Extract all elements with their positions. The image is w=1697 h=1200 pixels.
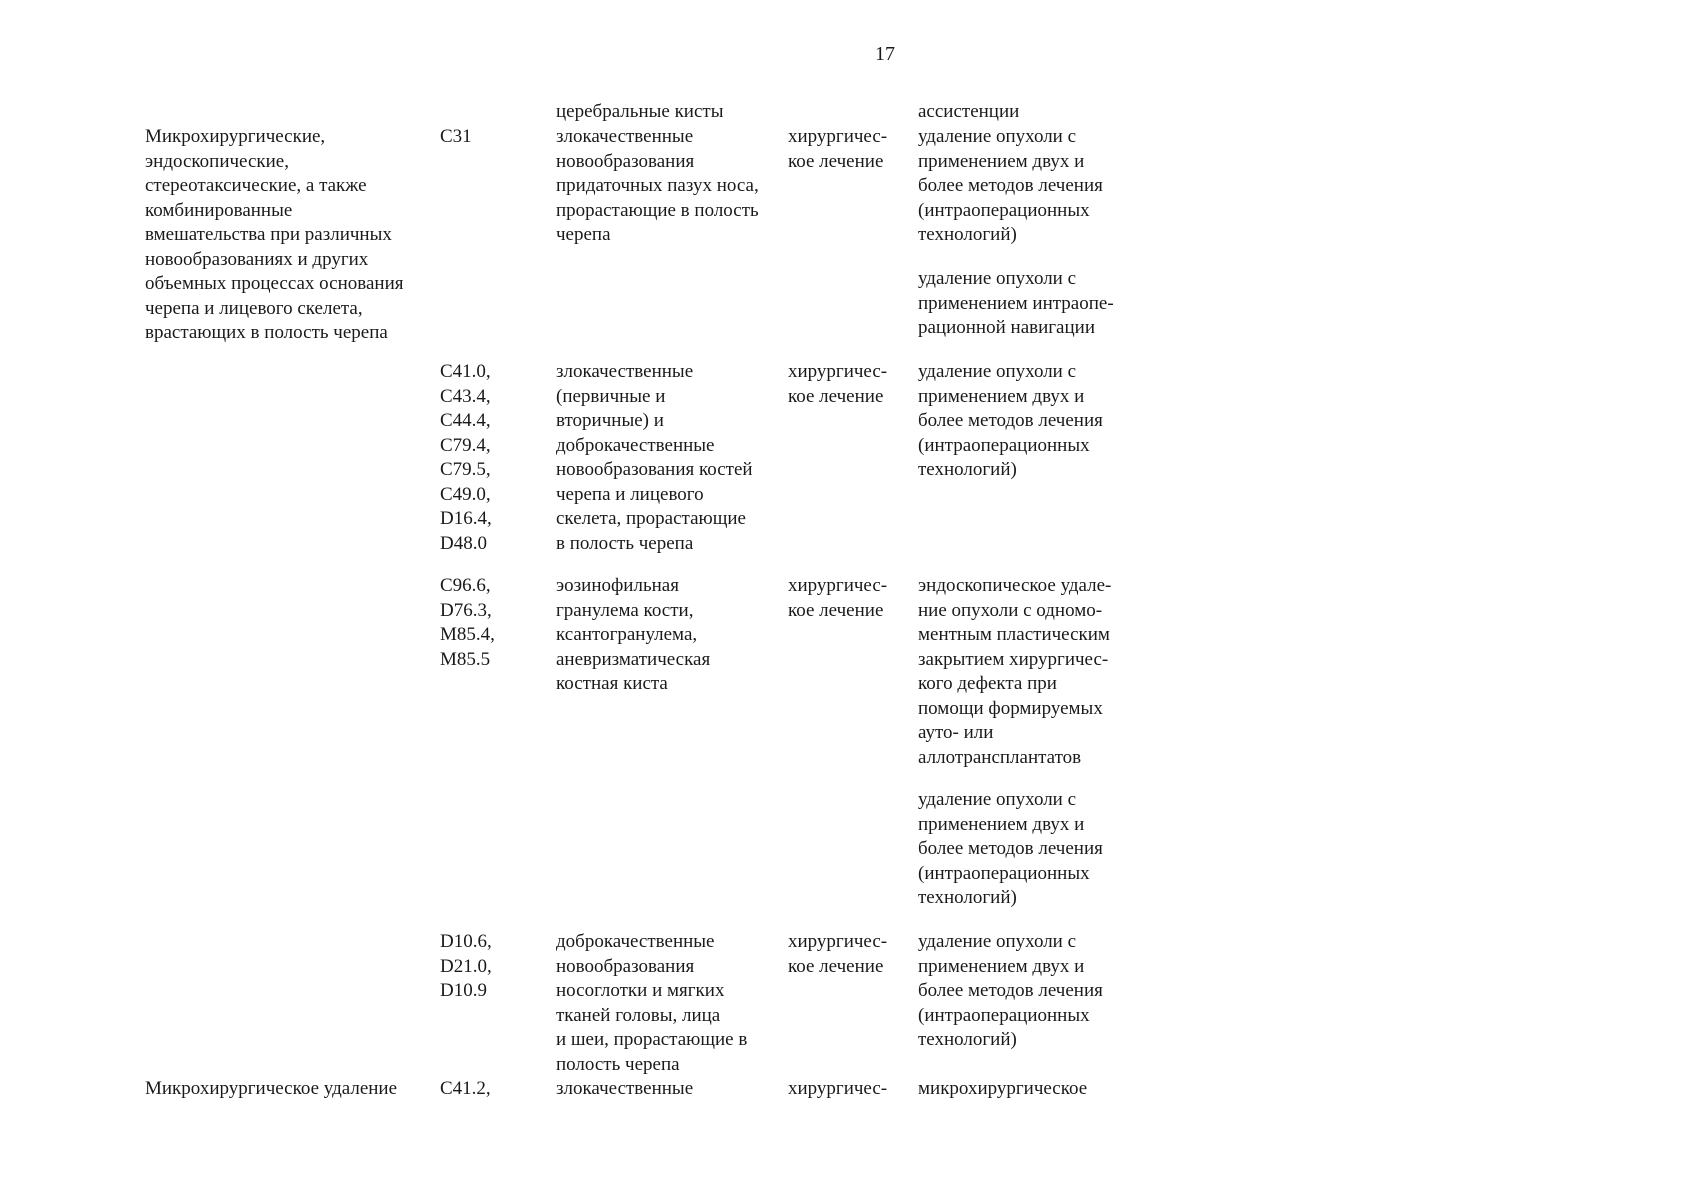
row1-method-b: удаление опухоли с применением интраопе- рационной навигации — [918, 268, 1114, 338]
row0-model-continuation: церебральные кисты — [556, 101, 724, 122]
row5-patient-model: злокачественные — [556, 1078, 694, 1099]
row1-method-a: удаление опухоли с применением двух и более методов лечения (интраоперационных технологий) — [918, 126, 1103, 245]
row1-patient-model: злокачественные новообразования придаточных пазух носа, прорастающие в полость черепа — [556, 126, 759, 245]
row4-treatment-type: хирургичес- кое лечение — [788, 931, 888, 977]
row4-method: удаление опухоли с применением двух и более методов лечения (интраоперационных технологий) — [918, 931, 1103, 1050]
row5-icd-codes: C41.2, — [440, 1078, 491, 1099]
row3-method-b: удаление опухоли с применением двух и более методов лечения (интраоперационных технологий) — [918, 789, 1103, 908]
row4-patient-model: доброкачественные новообразования носоглотки и мягких тканей головы, лица и шеи, прорастающие в полость черепа — [556, 931, 748, 1075]
row4-icd-codes: D10.6, D21.0, D10.9 — [440, 931, 492, 1001]
row2-icd-codes: C41.0, C43.4, C44.4, C79.4, C79.5, C49.0, D16.4, D48.0 — [440, 361, 492, 554]
row1-treatment-type: хирургичес- кое лечение — [788, 126, 888, 172]
row5-method: микрохирургическое — [918, 1078, 1088, 1099]
row3-treatment-type: хирургичес- кое лечение — [788, 575, 888, 621]
page-number: 17 — [875, 43, 895, 65]
row2-patient-model: злокачественные (первичные и вторичные) и доброкачественные новообразования костей черепа и лицевого скелета, прорастающие в полость черепа — [556, 361, 753, 554]
row1-icd-codes: C31 — [440, 126, 472, 147]
row0-method-continuation: ассистенции — [918, 101, 1020, 122]
row3-patient-model: эозинофильная гранулема кости, ксантогранулема, аневризматическая костная киста — [556, 575, 711, 694]
row3-icd-codes: C96.6, D76.3, M85.4, M85.5 — [440, 575, 495, 670]
row5-intervention-description: Микрохирургическое удаление — [145, 1078, 398, 1099]
row5-treatment-type: хирургичес- — [788, 1078, 888, 1099]
row2-treatment-type: хирургичес- кое лечение — [788, 361, 888, 407]
row1-intervention-description: Микрохирургические, эндоскопические, стереотаксические, а также комбинированные вмешательства при различных новообразованиях и других объемных процессах основания черепа и лицевого скелета, врастающих в полость черепа — [145, 126, 404, 343]
row3-method-a: эндоскопическое удале- ние опухоли с одномо- ментным пластическим закрытием хирургичес- кого дефекта при помощи формируемых ауто- или аллотрансплантатов — [918, 575, 1112, 768]
row2-method: удаление опухоли с применением двух и более методов лечения (интраоперационных технологий) — [918, 361, 1103, 480]
